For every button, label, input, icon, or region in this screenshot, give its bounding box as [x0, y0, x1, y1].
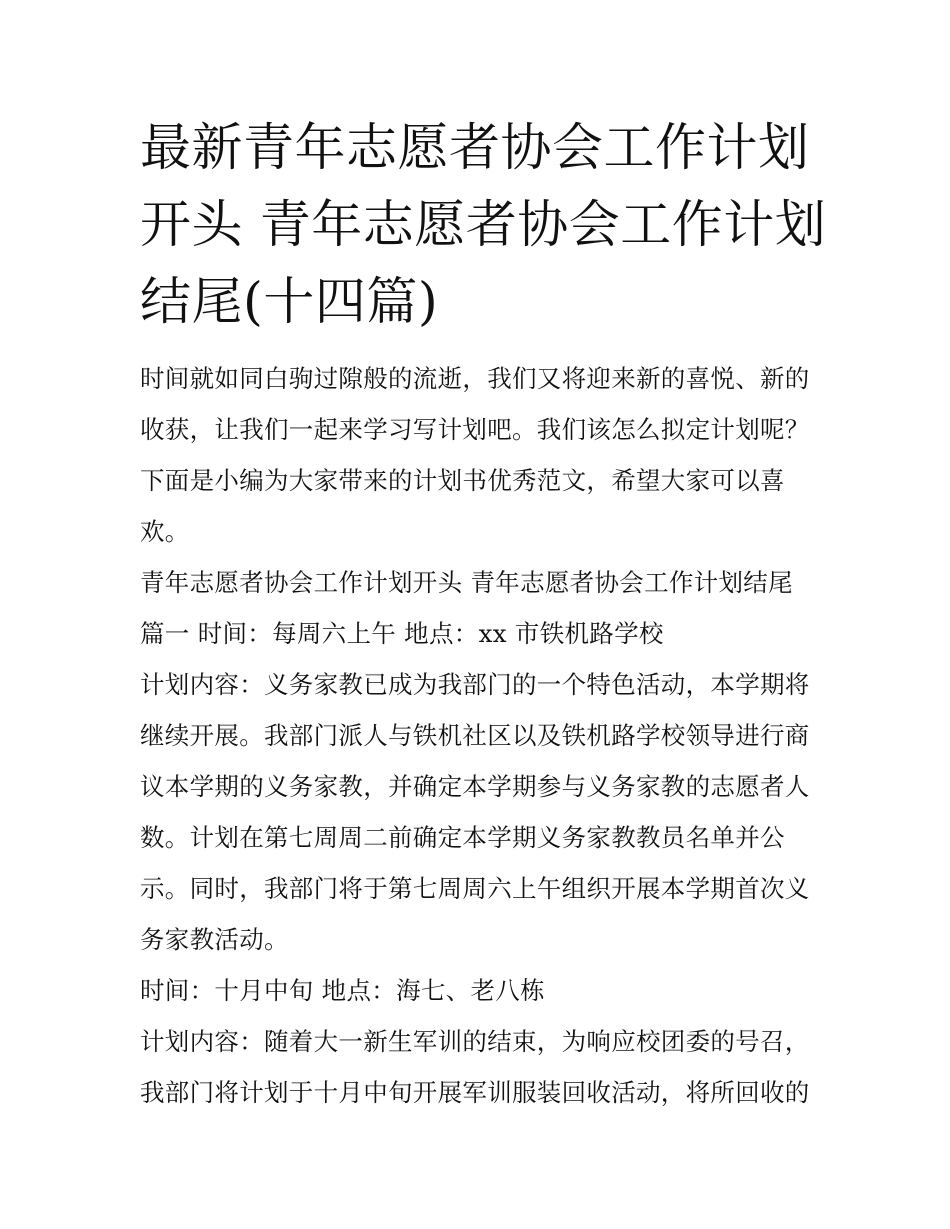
text-line: 务家教活动。 — [140, 925, 289, 954]
text-line: 我部门将计划于十月中旬开展军训服装回收活动，将所回收的 — [140, 1078, 810, 1107]
text-line: 计划内容：随着大一新生军训的结束，为响应校团委的号召， — [140, 1027, 810, 1056]
plan-content-paragraph-2 — [140, 1016, 820, 1118]
time-location-line — [140, 965, 820, 1016]
section-one-header — [140, 608, 820, 659]
text-line: 时间：十月中旬 地点：海七、老八栋 — [140, 976, 545, 1005]
subtitle-paragraph — [140, 557, 820, 608]
title-line: 结尾(十四篇) — [140, 273, 439, 332]
text-line: 下面是小编为大家带来的计划书优秀范文，希望大家可以喜 — [140, 466, 785, 495]
plan-content-paragraph — [140, 659, 820, 965]
document-page — [140, 110, 827, 1118]
document-title — [140, 110, 827, 341]
document-body — [140, 353, 820, 1118]
title-line: 开头 青年志愿者协会工作计划 — [140, 196, 827, 255]
text-line: 时间就如同白驹过隙般的流逝，我们又将迎来新的喜悦、新的 — [140, 364, 810, 393]
text-line: 篇一 时间：每周六上午 地点：xx 市铁机路学校 — [140, 619, 664, 648]
intro-paragraph — [140, 353, 820, 557]
text-line: 议本学期的义务家教，并确定本学期参与义务家教的志愿者人 — [140, 772, 810, 801]
text-line: 收获，让我们一起来学习写计划吧。我们该怎么拟定计划呢？ — [140, 415, 810, 444]
text-line: 青年志愿者协会工作计划开头 青年志愿者协会工作计划结尾 — [140, 568, 793, 597]
title-line: 最新青年志愿者协会工作计划 — [140, 119, 810, 178]
text-line: 欢。 — [140, 517, 190, 546]
text-line: 示。同时，我部门将于第七周周六上午组织开展本学期首次义 — [140, 874, 810, 903]
text-line: 继续开展。我部门派人与铁机社区以及铁机路学校领导进行商 — [140, 721, 810, 750]
text-line: 计划内容：义务家教已成为我部门的一个特色活动，本学期将 — [140, 670, 810, 699]
text-line: 数。计划在第七周周二前确定本学期义务家教教员名单并公 — [140, 823, 785, 852]
